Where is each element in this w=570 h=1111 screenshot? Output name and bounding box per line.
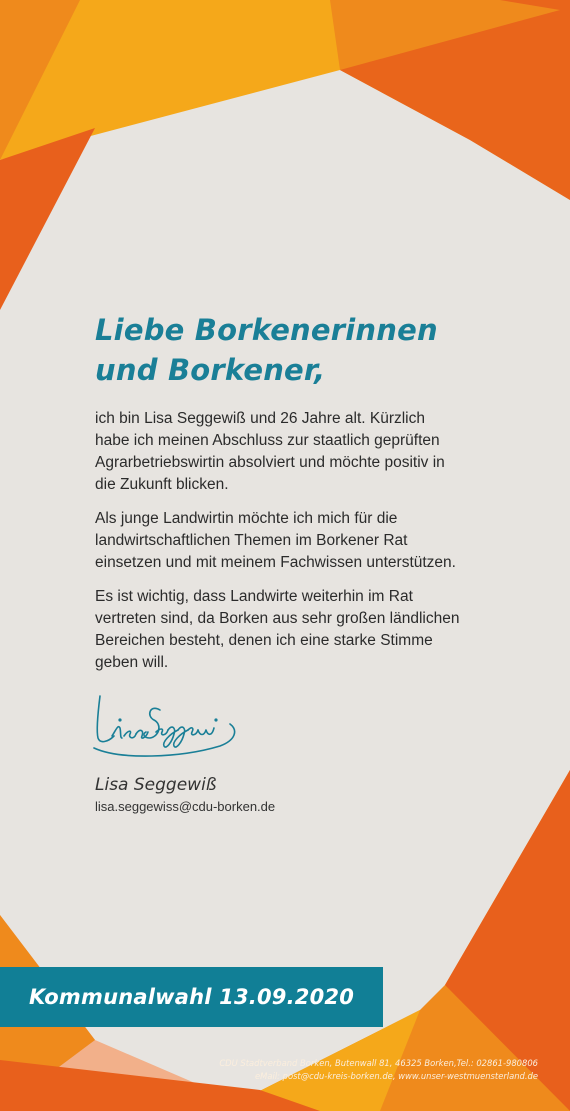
handwritten-signature	[90, 690, 240, 764]
footer-address: CDU Stadtverband Borken, Butenwall 81, 46325 Borken,Tel.: 02861-980806	[219, 1058, 538, 1068]
footer-contact	[219, 1057, 538, 1083]
paragraph-line: Als junge Landwirtin möchte ich mich für die	[95, 510, 398, 527]
paragraph-line: vertreten sind, da Borken aus sehr großen ländlichen	[95, 610, 460, 627]
paragraph-line: Bereichen besteht, denen ich eine starke Stimme	[95, 632, 433, 649]
headline-line-1: Liebe Borkenerinnen	[95, 313, 438, 347]
election-banner	[0, 967, 383, 1027]
paragraph-line: ich bin Lisa Seggewiß und 26 Jahre alt. Kürzlich	[95, 410, 425, 427]
paragraph-line: landwirtschaftlichen Themen im Borkener Rat	[95, 532, 408, 549]
election-banner-text: Kommunalwahl 13.09.2020	[28, 985, 355, 1009]
paragraph-closing	[95, 586, 495, 674]
paragraph-line: einsetzen und mit meinem Fachwissen unterstützen.	[95, 554, 456, 571]
headline-line-2: und Borkener,	[95, 353, 326, 387]
paragraph-commitment	[95, 508, 495, 574]
footer-web: eMail: post@cdu-kreis-borken.de, www.unser-westmuensterland.de	[254, 1071, 538, 1081]
headline	[95, 310, 495, 390]
paragraph-line: geben will.	[95, 654, 169, 671]
paragraph-line: habe ich meinen Abschluss zur staatlich geprüften	[95, 432, 440, 449]
paragraph-line: die Zukunft blicken.	[95, 476, 229, 493]
paragraph-intro	[95, 408, 495, 496]
signature-name: Lisa Seggewiß	[95, 775, 217, 795]
paragraph-line: Es ist wichtig, dass Landwirte weiterhin im Rat	[95, 588, 413, 605]
letter-content	[95, 310, 495, 686]
signature-email[interactable]: lisa.seggewiss@cdu-borken.de	[95, 799, 276, 814]
paragraph-line: Agrarbetriebswirtin absolviert und möchte positiv in	[95, 454, 445, 471]
letter-body	[95, 408, 495, 674]
